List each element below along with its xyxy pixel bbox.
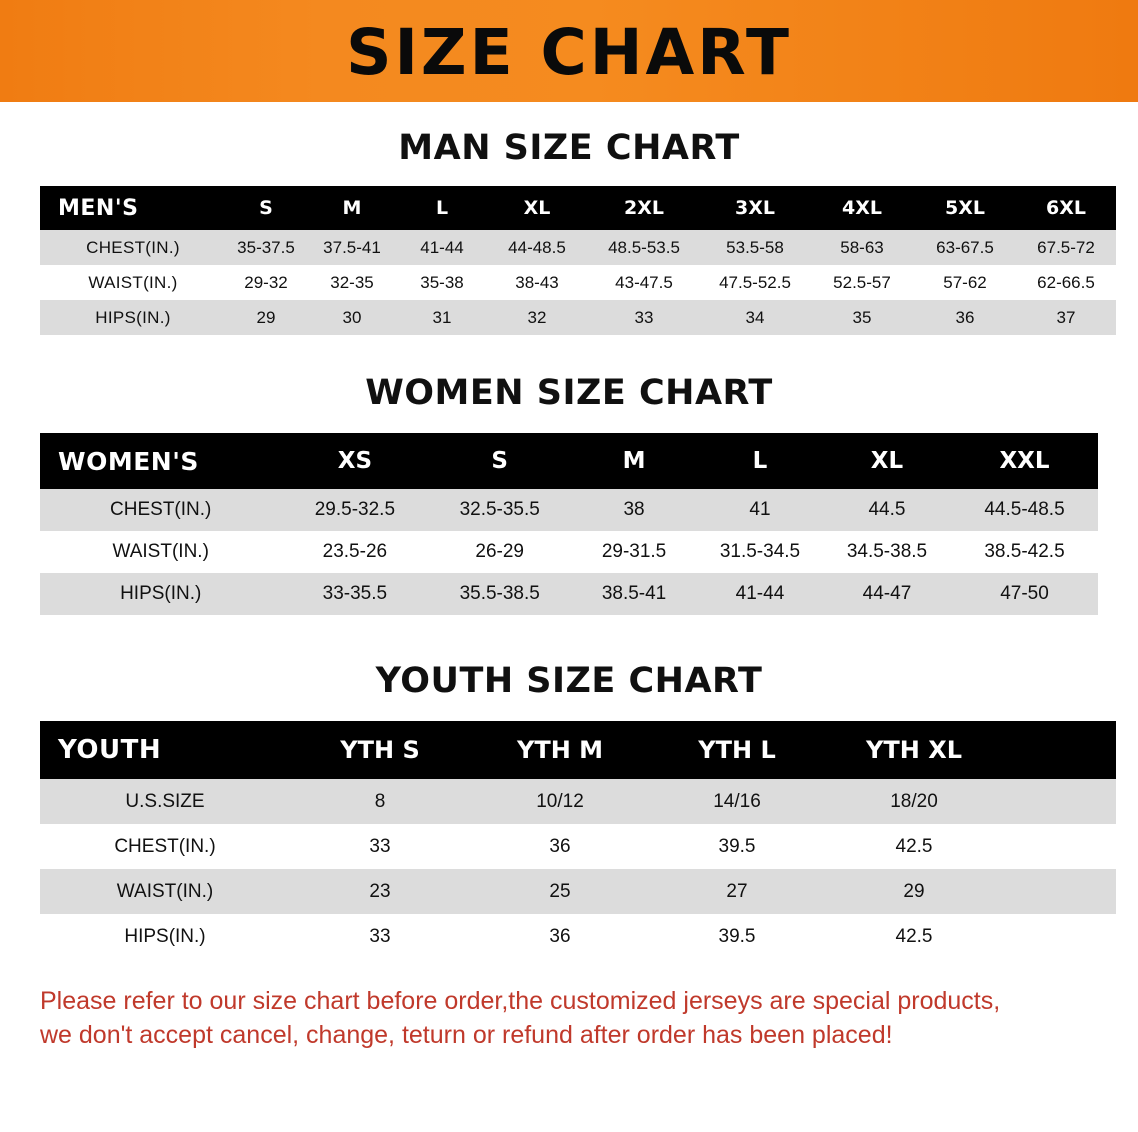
- youth-header-cell-0: YOUTH: [40, 721, 290, 779]
- youth-ussize-s: 8: [290, 779, 470, 824]
- women-row-label-hips: HIPS(IN.): [40, 573, 281, 615]
- man-chest-s: 35-37.5: [226, 230, 306, 265]
- man-header-cell-6: 3XL: [700, 186, 810, 230]
- youth-waist-l: 27: [650, 869, 824, 914]
- man-header-cell-9: 6XL: [1016, 186, 1116, 230]
- youth-header-cell-4: YTH XL: [824, 721, 1004, 779]
- youth-ussize-xl: 18/20: [824, 779, 1004, 824]
- women-header-cell-6: XXL: [951, 433, 1098, 489]
- youth-chest-s: 33: [290, 824, 470, 869]
- table-row: [40, 265, 1116, 300]
- page-title: SIZE CHART: [346, 15, 792, 89]
- table-row: [40, 489, 1098, 531]
- man-chest-5xl: 63-67.5: [914, 230, 1016, 265]
- youth-table-head: [40, 721, 1116, 779]
- man-header-cell-5: 2XL: [588, 186, 700, 230]
- man-table-head: [40, 186, 1116, 230]
- women-hips-s: 35.5-38.5: [428, 573, 571, 615]
- man-waist-m: 32-35: [306, 265, 398, 300]
- order-policy-note-line2: we don't accept cancel, change, teturn or refund after order has been placed!: [40, 1020, 893, 1049]
- man-hips-5xl: 36: [914, 300, 1016, 335]
- women-chest-xs: 29.5-32.5: [281, 489, 428, 531]
- youth-header-cell-3: YTH L: [650, 721, 824, 779]
- women-chest-l: 41: [697, 489, 823, 531]
- women-row-label-waist: WAIST(IN.): [40, 531, 281, 573]
- table-row: [40, 779, 1116, 824]
- man-chest-3xl: 53.5-58: [700, 230, 810, 265]
- man-chest-4xl: 58-63: [810, 230, 914, 265]
- man-hips-l: 31: [398, 300, 486, 335]
- youth-table-wrap: [0, 721, 1138, 959]
- youth-hips-s: 33: [290, 914, 470, 959]
- youth-hips-spacer: [1004, 914, 1116, 959]
- man-waist-3xl: 47.5-52.5: [700, 265, 810, 300]
- women-waist-s: 26-29: [428, 531, 571, 573]
- man-header-cell-8: 5XL: [914, 186, 1016, 230]
- table-row: [40, 914, 1116, 959]
- women-header-cell-5: XL: [823, 433, 951, 489]
- women-waist-l: 31.5-34.5: [697, 531, 823, 573]
- youth-size-table: [40, 721, 1116, 959]
- man-header-cell-2: M: [306, 186, 398, 230]
- women-header-cell-0: WOMEN'S: [40, 433, 281, 489]
- youth-waist-spacer: [1004, 869, 1116, 914]
- man-table-body: [40, 230, 1116, 335]
- man-hips-m: 30: [306, 300, 398, 335]
- women-header-cell-2: S: [428, 433, 571, 489]
- man-hips-2xl: 33: [588, 300, 700, 335]
- man-header-cell-7: 4XL: [810, 186, 914, 230]
- table-row: [40, 869, 1116, 914]
- man-header-cell-3: L: [398, 186, 486, 230]
- man-waist-4xl: 52.5-57: [810, 265, 914, 300]
- youth-row-label-ussize: U.S.SIZE: [40, 779, 290, 824]
- youth-waist-s: 23: [290, 869, 470, 914]
- man-row-label-hips: HIPS(IN.): [40, 300, 226, 335]
- man-row-label-chest: CHEST(IN.): [40, 230, 226, 265]
- man-header-cell-1: S: [226, 186, 306, 230]
- man-chest-l: 41-44: [398, 230, 486, 265]
- table-row: [40, 531, 1098, 573]
- man-chest-2xl: 48.5-53.5: [588, 230, 700, 265]
- youth-header-row: [40, 721, 1116, 779]
- women-chest-m: 38: [571, 489, 697, 531]
- youth-row-label-waist: WAIST(IN.): [40, 869, 290, 914]
- youth-section-heading: YOUTH SIZE CHART: [375, 661, 763, 701]
- youth-chest-spacer: [1004, 824, 1116, 869]
- women-table-body: [40, 489, 1098, 615]
- man-header-row: [40, 186, 1116, 230]
- man-hips-s: 29: [226, 300, 306, 335]
- women-row-label-chest: CHEST(IN.): [40, 489, 281, 531]
- youth-hips-l: 39.5: [650, 914, 824, 959]
- man-waist-xl: 38-43: [486, 265, 588, 300]
- man-row-label-waist: WAIST(IN.): [40, 265, 226, 300]
- youth-hips-m: 36: [470, 914, 650, 959]
- man-table-wrap: [0, 186, 1138, 335]
- size-chart-banner: [0, 0, 1138, 102]
- youth-waist-m: 25: [470, 869, 650, 914]
- women-chest-xxl: 44.5-48.5: [951, 489, 1098, 531]
- women-hips-xs: 33-35.5: [281, 573, 428, 615]
- youth-header-cell-2: YTH M: [470, 721, 650, 779]
- women-header-row: [40, 433, 1098, 489]
- women-header-cell-3: M: [571, 433, 697, 489]
- youth-header-cell-spacer: [1004, 721, 1116, 779]
- man-hips-3xl: 34: [700, 300, 810, 335]
- youth-waist-xl: 29: [824, 869, 1004, 914]
- youth-chest-m: 36: [470, 824, 650, 869]
- youth-ussize-m: 10/12: [470, 779, 650, 824]
- youth-ussize-spacer: [1004, 779, 1116, 824]
- women-header-cell-4: L: [697, 433, 823, 489]
- man-hips-xl: 32: [486, 300, 588, 335]
- women-table-head: [40, 433, 1098, 489]
- youth-chest-l: 39.5: [650, 824, 824, 869]
- youth-table-body: [40, 779, 1116, 959]
- women-hips-l: 41-44: [697, 573, 823, 615]
- table-row: [40, 230, 1116, 265]
- youth-header-cell-1: YTH S: [290, 721, 470, 779]
- women-hips-xl: 44-47: [823, 573, 951, 615]
- youth-chest-xl: 42.5: [824, 824, 1004, 869]
- women-waist-m: 29-31.5: [571, 531, 697, 573]
- man-waist-5xl: 57-62: [914, 265, 1016, 300]
- order-policy-note: [40, 985, 1098, 1053]
- women-chest-xl: 44.5: [823, 489, 951, 531]
- man-waist-s: 29-32: [226, 265, 306, 300]
- women-waist-xs: 23.5-26: [281, 531, 428, 573]
- table-row: [40, 824, 1116, 869]
- man-chest-m: 37.5-41: [306, 230, 398, 265]
- man-header-cell-4: XL: [486, 186, 588, 230]
- youth-ussize-l: 14/16: [650, 779, 824, 824]
- women-hips-xxl: 47-50: [951, 573, 1098, 615]
- man-size-table: [40, 186, 1116, 335]
- man-waist-l: 35-38: [398, 265, 486, 300]
- man-hips-6xl: 37: [1016, 300, 1116, 335]
- order-policy-note-line1: Please refer to our size chart before order,the customized jerseys are special products,: [40, 987, 1001, 1015]
- women-chest-s: 32.5-35.5: [428, 489, 571, 531]
- man-waist-6xl: 62-66.5: [1016, 265, 1116, 300]
- youth-row-label-hips: HIPS(IN.): [40, 914, 290, 959]
- table-row: [40, 300, 1116, 335]
- women-hips-m: 38.5-41: [571, 573, 697, 615]
- women-waist-xl: 34.5-38.5: [823, 531, 951, 573]
- man-section-heading: MAN SIZE CHART: [398, 128, 740, 168]
- women-size-table: [40, 433, 1098, 615]
- man-header-cell-0: MEN'S: [40, 186, 226, 230]
- women-table-wrap: [0, 433, 1138, 615]
- man-waist-2xl: 43-47.5: [588, 265, 700, 300]
- man-chest-xl: 44-48.5: [486, 230, 588, 265]
- youth-hips-xl: 42.5: [824, 914, 1004, 959]
- women-waist-xxl: 38.5-42.5: [951, 531, 1098, 573]
- man-chest-6xl: 67.5-72: [1016, 230, 1116, 265]
- youth-row-label-chest: CHEST(IN.): [40, 824, 290, 869]
- women-header-cell-1: XS: [281, 433, 428, 489]
- table-row: [40, 573, 1098, 615]
- women-section-heading: WOMEN SIZE CHART: [365, 373, 773, 413]
- man-hips-4xl: 35: [810, 300, 914, 335]
